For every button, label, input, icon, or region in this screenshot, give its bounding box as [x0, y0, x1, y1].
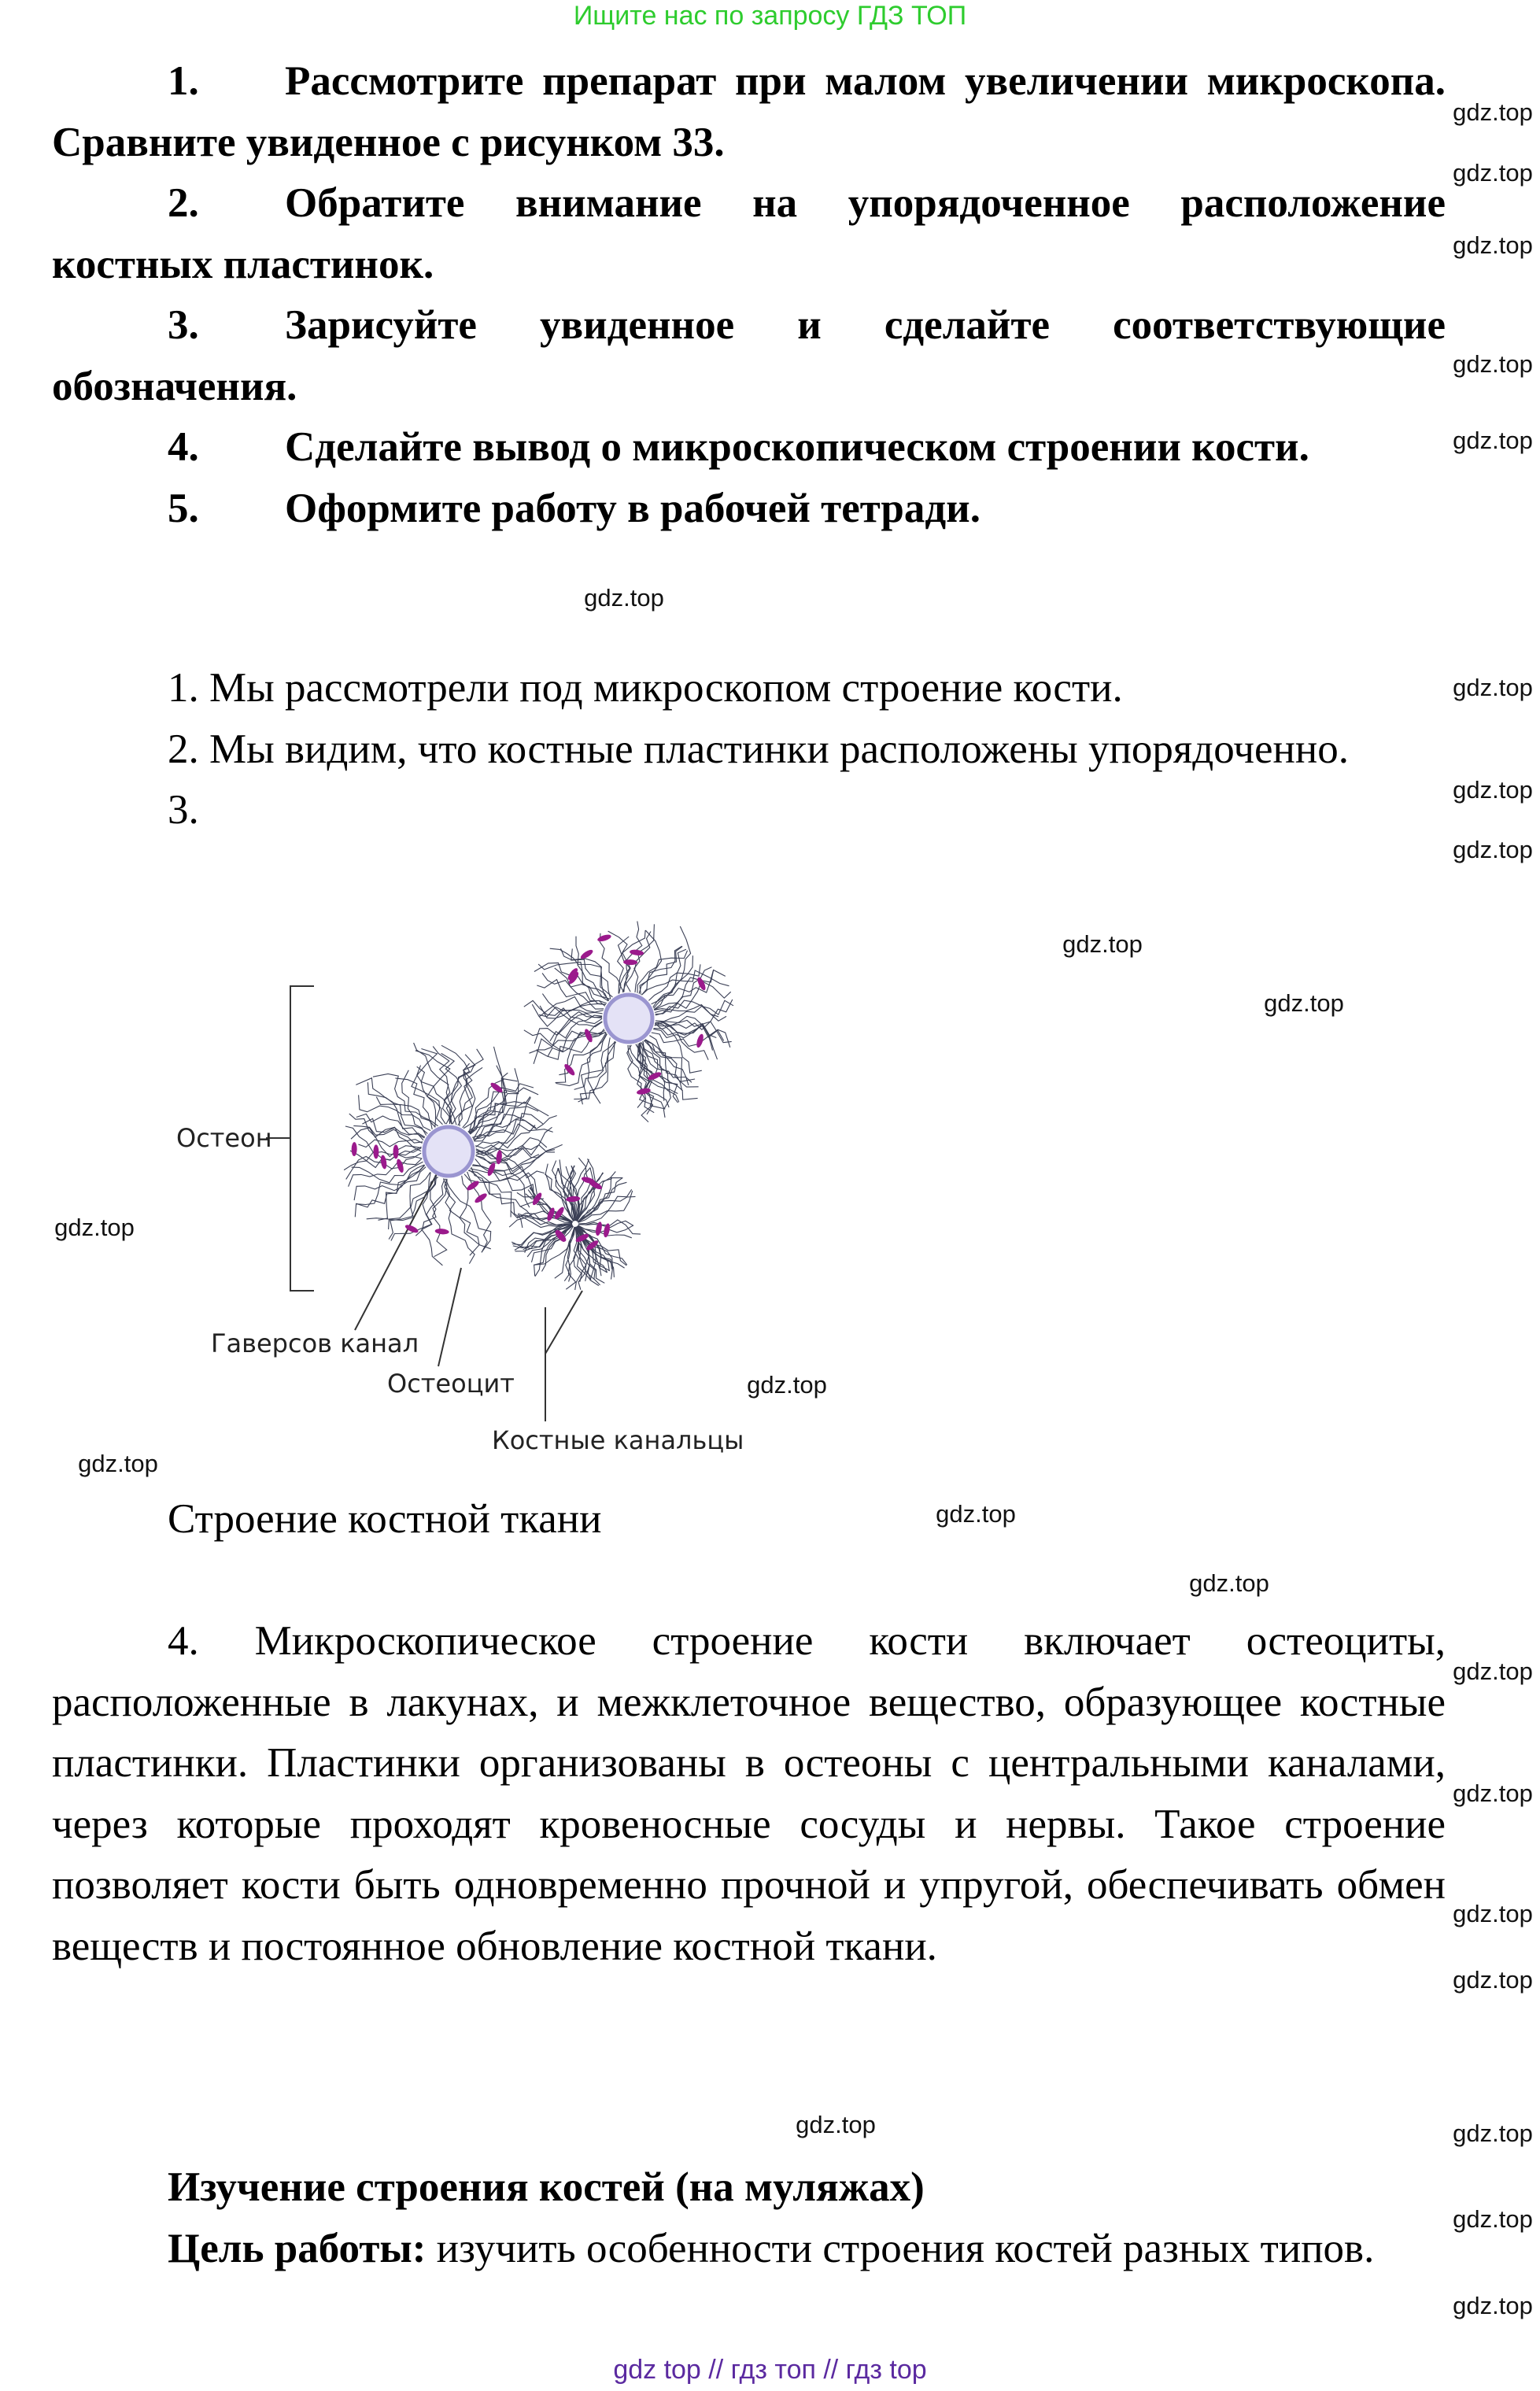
canaliculus	[641, 970, 729, 995]
goal-text: изучить особенности строения костей разных типов.	[426, 2225, 1375, 2271]
footer-links[interactable]: gdz top // гдз топ // гдз top	[613, 2355, 927, 2385]
osteocyte	[474, 1192, 489, 1204]
watermark: gdz.top	[1264, 989, 1344, 1017]
canaliculus	[600, 933, 621, 994]
label-osteon: Остеон	[176, 1123, 272, 1153]
canaliculus	[624, 922, 642, 992]
canaliculus	[593, 1041, 615, 1103]
watermark: gdz.top	[1453, 159, 1533, 187]
osteocyte	[696, 976, 707, 991]
task-number: 4.	[168, 424, 199, 470]
watermark: gdz.top	[1453, 350, 1533, 378]
task-text: Рассмотрите препарат при малом увеличении микроскопа. Сравните увиденное с рисунком 33.	[52, 58, 1446, 165]
task-number: 5.	[168, 485, 199, 531]
canaliculus	[355, 1165, 424, 1217]
osteocyte	[373, 1144, 379, 1159]
osteocyte	[380, 1155, 388, 1170]
watermark: gdz.top	[1453, 231, 1533, 259]
watermark: gdz.top	[584, 584, 664, 612]
search-hint-banner: Ищите нас по запросу ГДЗ ТОП	[573, 1, 967, 31]
task-item	[52, 479, 1446, 540]
watermark: gdz.top	[796, 2111, 876, 2138]
osteocyte	[396, 1159, 405, 1173]
task-text: Зарисуйте увиденное и сделайте соответствующие обозначения.	[52, 302, 1446, 409]
watermark: gdz.top	[1453, 2119, 1533, 2147]
watermark: gdz.top	[747, 1371, 827, 1399]
canaliculus	[349, 1114, 422, 1156]
task-list	[52, 51, 1446, 539]
task-number: 2.	[168, 180, 199, 226]
haversian-canal	[424, 1127, 473, 1176]
canaliculus	[444, 1178, 475, 1263]
watermark: gdz.top	[936, 1500, 1016, 1528]
canaliculus	[578, 1191, 633, 1223]
task-item	[52, 417, 1446, 479]
watermark: gdz.top	[1453, 836, 1533, 863]
task-item	[52, 51, 1446, 173]
watermark: gdz.top	[1062, 930, 1143, 958]
canaliculus	[389, 1172, 430, 1229]
canaliculus	[578, 1041, 615, 1102]
section-goal	[52, 2219, 1446, 2280]
task-text: Оформите работу в рабочей тетради.	[285, 485, 981, 531]
watermark: gdz.top	[1453, 674, 1533, 701]
section-title: Изучение строения костей (на муляжах)	[168, 2164, 925, 2210]
canaliculus	[574, 1037, 610, 1099]
watermark: gdz.top	[1453, 1779, 1533, 1807]
next-section	[52, 2157, 1446, 2279]
goal-label: Цель работы:	[168, 2225, 427, 2271]
watermark: gdz.top	[1453, 1657, 1533, 1685]
watermark: gdz.top	[1453, 776, 1533, 804]
answer-4-block	[52, 1611, 1446, 1977]
haversian-canal	[605, 995, 652, 1042]
task-text: Обратите внимание на упорядоченное расположение костных пластинок.	[52, 180, 1446, 287]
watermark: gdz.top	[1453, 2292, 1533, 2319]
canaliculus	[395, 1078, 435, 1127]
answer-4: 4. Микроскопическое строение кости включает остеоциты, расположенные в лакунах, и межклеточное вещество, образующее костные пластинки. Пластинки организованы в остеоны с центральными каналами, через которые проходят кровеносные сосуды и нервы. Такое строение позволяет кости быть одновременно прочной и упругой, обеспечивать обмен веществ и постоянное обновление костной ткани.	[52, 1618, 1446, 1969]
label-osteocyte: Остеоцит	[387, 1369, 515, 1399]
canaliculus	[469, 1114, 557, 1133]
osteocyte	[434, 1228, 449, 1235]
osteocyte	[696, 1033, 705, 1048]
canaliculus	[550, 948, 609, 1000]
task-text: Сделайте вывод о микроскопическом строении кости.	[285, 424, 1309, 470]
watermark: gdz.top	[54, 1214, 135, 1241]
canaliculus	[637, 951, 688, 993]
task-number: 3.	[168, 302, 199, 348]
watermark: gdz.top	[1189, 1569, 1269, 1597]
canaliculus	[556, 1033, 607, 1085]
osteocyte	[596, 933, 611, 943]
watermark: gdz.top	[1453, 427, 1533, 454]
canaliculus	[578, 1196, 635, 1222]
watermark: gdz.top	[1453, 1966, 1533, 1994]
answer-1: 1. Мы рассмотрели под микроскопом строение кости.	[168, 665, 1123, 711]
watermark: gdz.top	[78, 1450, 158, 1477]
canaliculus	[467, 1172, 491, 1253]
task-number: 1.	[168, 58, 199, 104]
canaliculus	[430, 1176, 447, 1256]
task-item	[52, 295, 1446, 417]
label-haversian-canal: Гаверсов канал	[211, 1329, 419, 1358]
osteocyte	[393, 1144, 399, 1159]
watermark: gdz.top	[1453, 98, 1533, 126]
task-item	[52, 173, 1446, 295]
figure-caption: Строение костной ткани	[168, 1496, 602, 1542]
canaliculus	[373, 1074, 438, 1125]
osteon-lamellae	[509, 1158, 641, 1290]
answer-3: 3.	[168, 787, 199, 833]
answer-2: 2. Мы видим, что костные пластинки расположены упорядоченно.	[168, 726, 1350, 772]
watermark: gdz.top	[1453, 2205, 1533, 2233]
osteon-bracket	[266, 986, 314, 1291]
label-canaliculi: Костные канальцы	[492, 1425, 744, 1455]
canaliculus	[352, 1162, 423, 1183]
watermark: gdz.top	[1453, 1900, 1533, 1927]
canaliculus	[441, 1053, 462, 1124]
answers	[52, 658, 1446, 841]
canaliculus	[648, 964, 700, 1000]
